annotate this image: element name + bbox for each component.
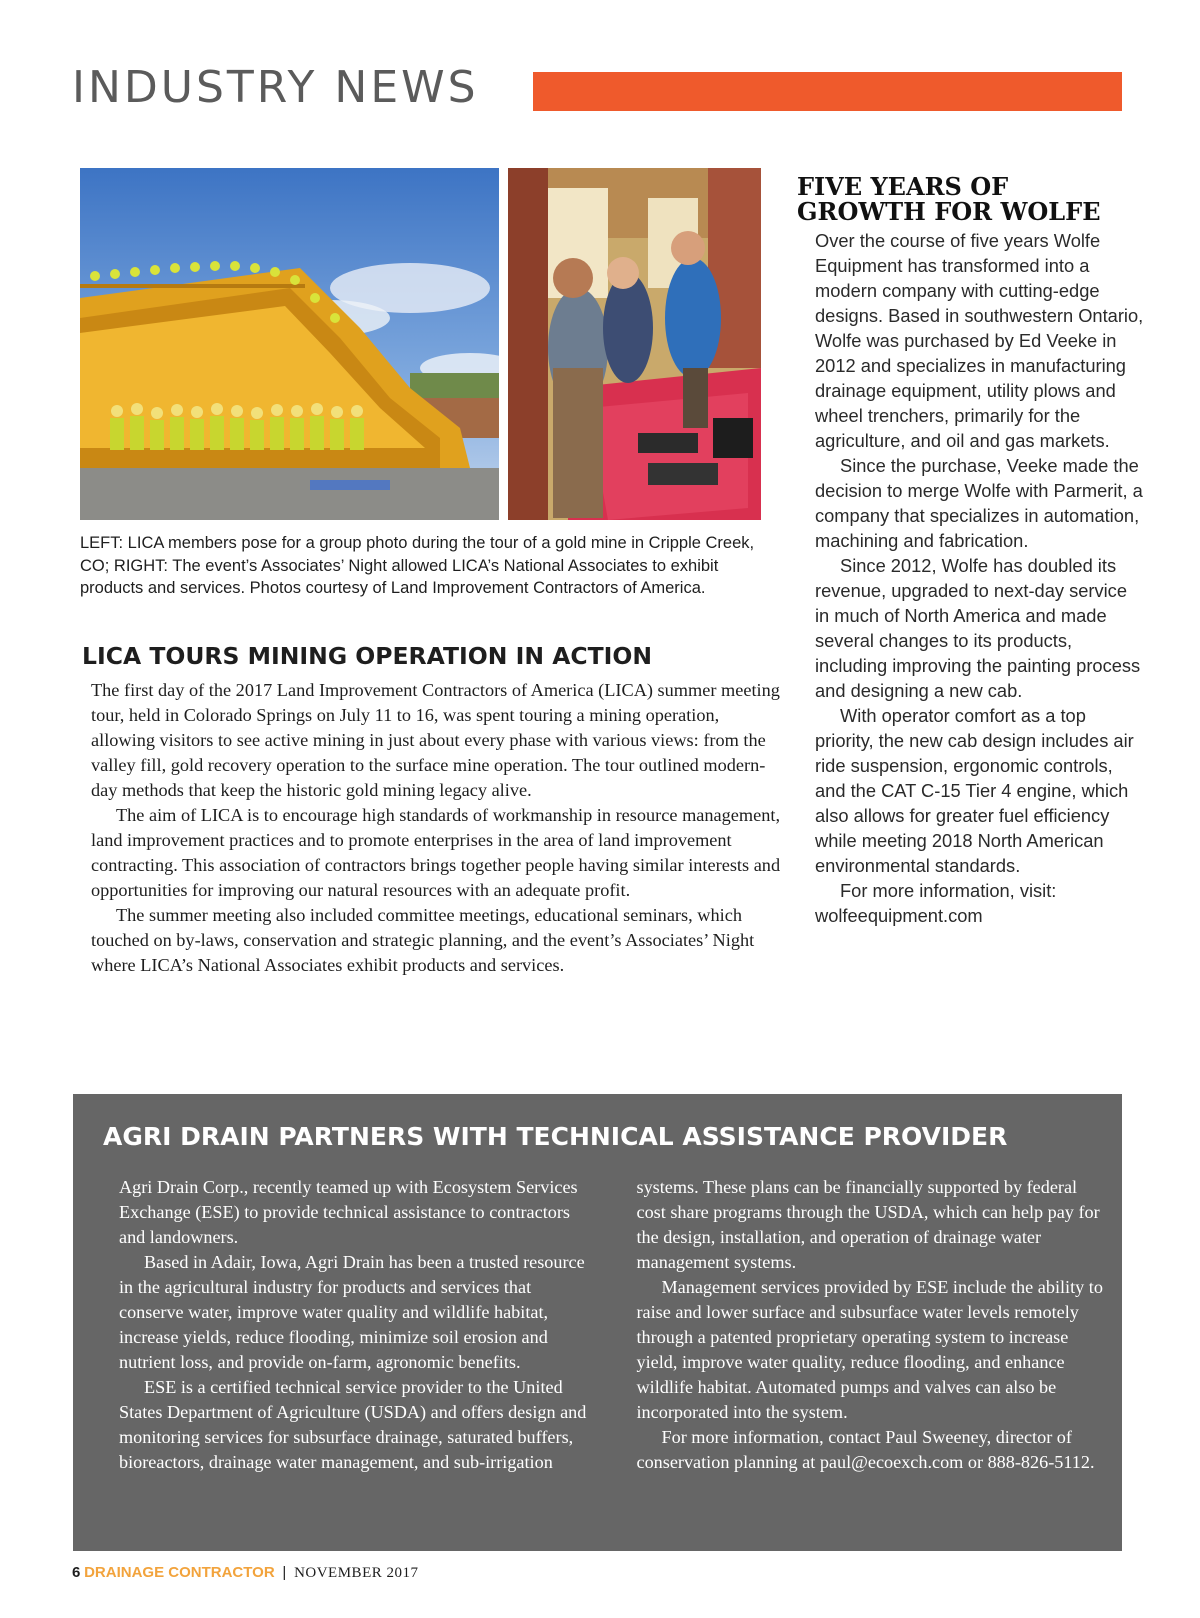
wolfe-article-body <box>815 228 1145 928</box>
photo-caption: LEFT: LICA members pose for a group photo during the tour of a gold mine in Cripple Creek, CO; RIGHT: The event’s Associates’ Night allowed LICA’s National Associates to exhibit products and services. Photos courtesy of Land Improvement Contractors of America. <box>80 534 755 597</box>
wolfe-heading-line-2: GROWTH FOR WOLFE <box>797 197 1101 226</box>
agri-paragraph: Management services provided by ESE include the ability to raise and lower surface and subsurface water levels remotely through a patented proprietary operating system to increase yield, improve water quality, reduce flooding, and enhance wildlife habitat. Automated pumps and valves can also be incorporated into the system. <box>636 1277 1103 1422</box>
section-title: INDUSTRY NEWS <box>72 62 479 113</box>
header-accent-bar <box>533 72 1122 111</box>
agri-paragraph: ESE is a certified technical service provider to the United States Department of Agriculture (USDA) and offers design and monitoring services for subsurface drainage, saturated buffers, bioreactors, drainage water management, and sub-irrigation systems. These plans can be financially supported by federal cost share programs through the USDA, which can help pay for the design, installation, and operation of drainage water management systems. <box>119 1177 1100 1472</box>
wolfe-paragraph: Since the purchase, Veeke made the decision to merge Wolfe with Parmerit, a company that specializes in automation, machining and fabrication. <box>815 455 1143 551</box>
wolfe-heading-line-1: FIVE YEARS OF <box>797 172 1009 201</box>
lica-paragraph: The first day of the 2017 Land Improvement Contractors of America (LICA) summer meeting tour, held in Colorado Springs on July 11 to 16, was spent touring a mining operation, allowing visitors to see active mining in just about every phase with various views: from the valley fill, gold recovery operation to the surface mine operation. The tour outlined modern-day methods that keep the historic gold mining legacy alive. <box>91 680 780 800</box>
wolfe-paragraph: For more information, visit: wolfeequipment.com <box>815 880 1057 926</box>
lica-paragraph: The summer meeting also included committee meetings, educational seminars, which touched on by-laws, conservation and strategic planning, and the event’s Associates’ Night where LICA’s National Associates exhibit products and services. <box>91 905 755 975</box>
gold-mine-group-photo <box>80 168 499 520</box>
agri-drain-sidebar-box <box>73 1094 1122 1551</box>
page-footer <box>72 1563 418 1583</box>
wolfe-paragraph: Since 2012, Wolfe has doubled its revenue, upgraded to next-day service in much of North America and made several changes to its products, including improving the painting process and designing a new cab. <box>815 555 1141 701</box>
lica-article-body <box>91 678 781 978</box>
page-number: 6 <box>72 1564 81 1581</box>
footer-separator: | <box>282 1564 287 1581</box>
agri-paragraph: For more information, contact Paul Sweeney, director of conservation planning at paul@ecoexch.com or 888-826-5112. <box>636 1427 1095 1472</box>
issue-date: NOVEMBER 2017 <box>294 1565 419 1581</box>
wolfe-article-heading <box>797 174 1101 224</box>
associates-night-photo <box>508 168 761 520</box>
agri-article-heading: AGRI DRAIN PARTNERS WITH TECHNICAL ASSISTANCE PROVIDER <box>103 1122 1008 1151</box>
magazine-name: DRAINAGE CONTRACTOR <box>84 1564 275 1581</box>
wolfe-paragraph: Over the course of five years Wolfe Equipment has transformed into a modern company with cutting-edge designs. Based in southwestern Ontario, Wolfe was purchased by Ed Veeke in 2012 and specializes in manufacturing drainage equipment, utility plows and wheel trenchers, primarily for the agriculture, and oil and gas markets. <box>815 230 1144 451</box>
lica-paragraph: The aim of LICA is to encourage high standards of workmanship in resource management, land improvement practices and to promote enterprises in the area of land improvement contracting. This association of contractors brings together people having similar interests and opportunities for improving our natural resources with an adequate profit. <box>91 805 781 900</box>
agri-paragraph: Based in Adair, Iowa, Agri Drain has been a trusted resource in the agricultural industry for products and services that conserve water, improve water quality and wildlife habitat, increase yields, reduce flooding, minimize soil erosion and nutrient loss, and provide on-farm, agronomic benefits. <box>119 1252 585 1372</box>
agri-paragraph: Agri Drain Corp., recently teamed up with Ecosystem Services Exchange (ESE) to provide technical assistance to contractors and landowners. <box>119 1177 578 1247</box>
agri-article-body <box>119 1175 1104 1475</box>
lica-article-heading: LICA TOURS MINING OPERATION IN ACTION <box>82 642 653 670</box>
wolfe-paragraph: With operator comfort as a top priority, the new cab design includes air ride suspension, ergonomic controls, and the CAT C-15 Tier 4 engine, which also allows for greater fuel efficiency while meeting 2018 North American environmental standards. <box>815 705 1134 876</box>
